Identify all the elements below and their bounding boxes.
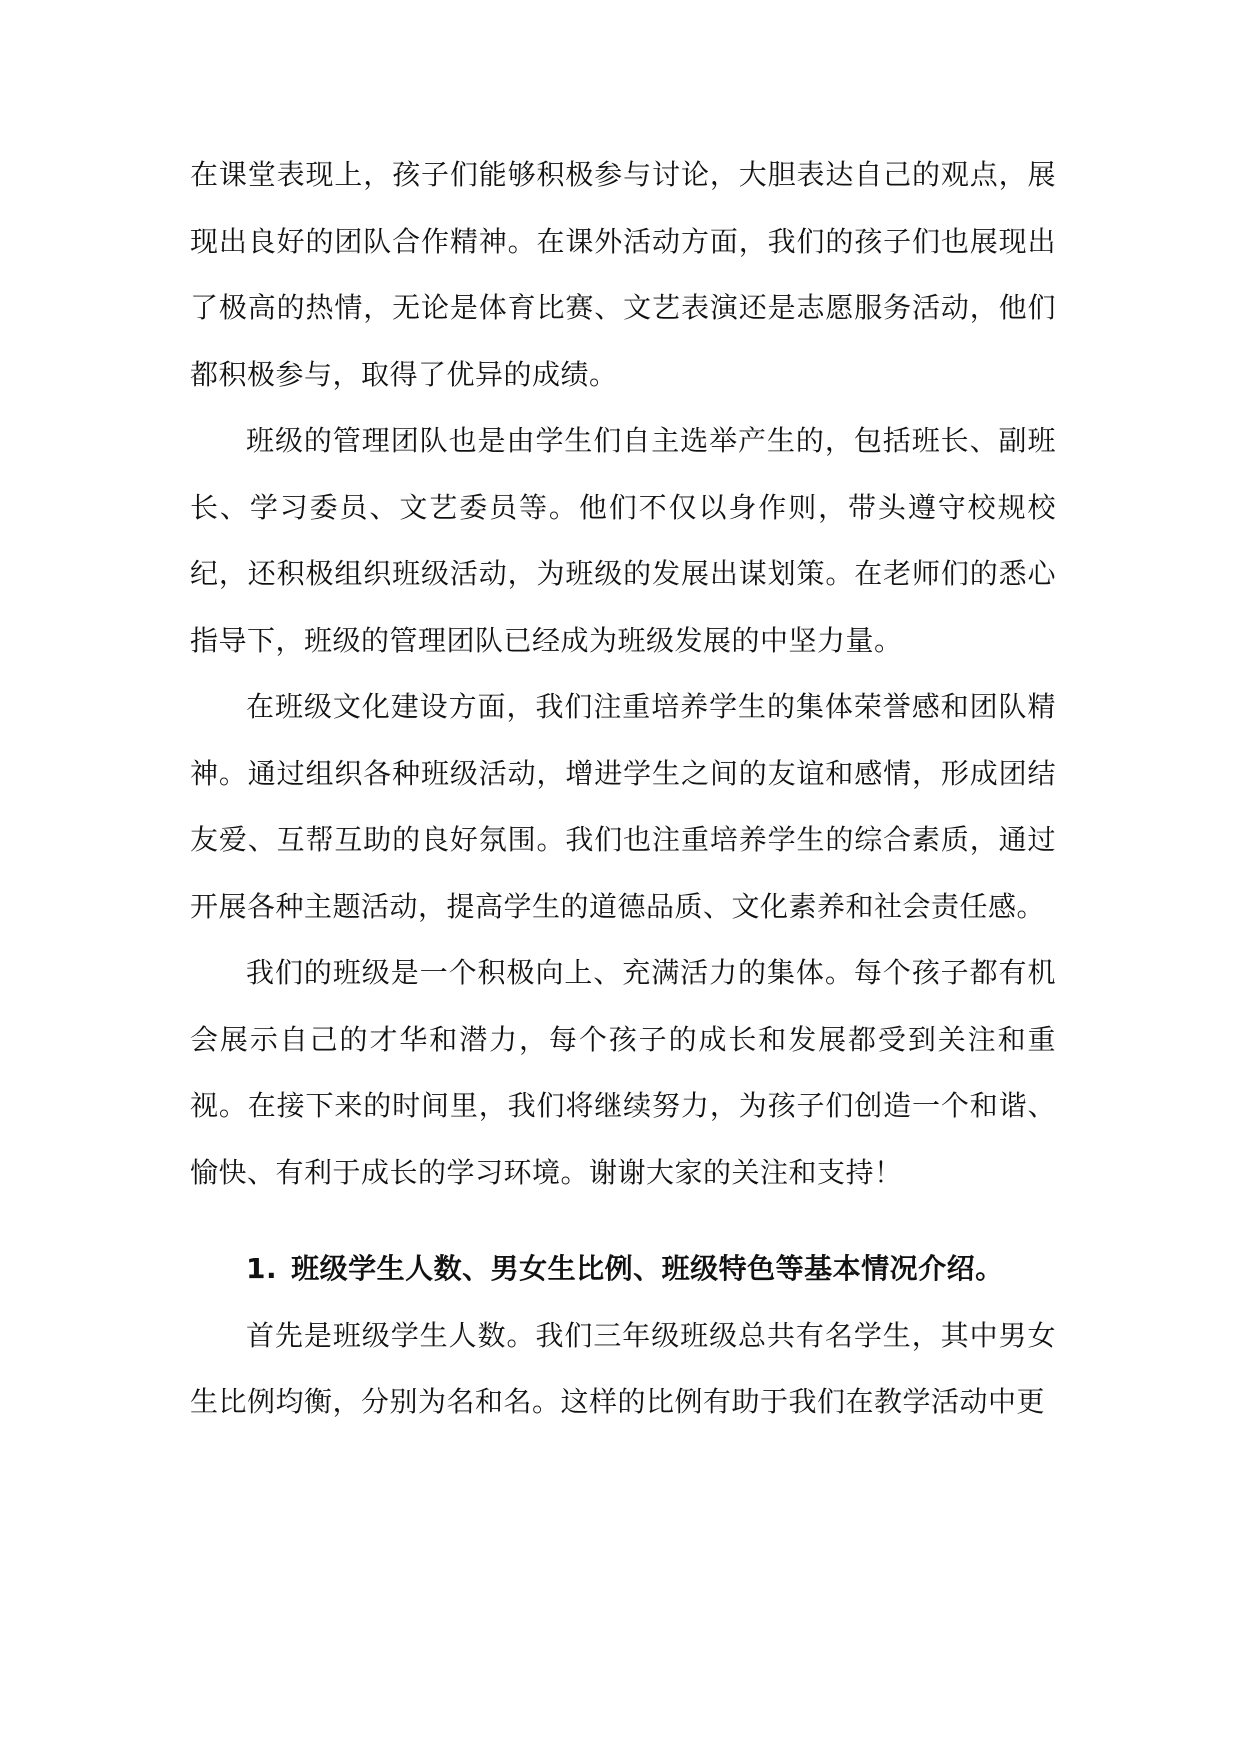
section-number: 1. xyxy=(246,1252,278,1285)
paragraph-closing: 我们的班级是一个积极向上、充满活力的集体。每个孩子都有机会展示自己的才华和潜力，每个孩子的成长和发展都受到关注和重视。在接下来的时间里，我们将继续努力，为孩子们创造一个和谐、愉快、有利于成长的学习环境。谢谢大家的关注和支持！ xyxy=(190,956,1056,1189)
paragraph-class-culture: 在班级文化建设方面，我们注重培养学生的集体荣誉感和团队精神。通过组织各种班级活动，增进学生之间的友谊和感情，形成团结友爱、互帮互助的良好氛围。我们也注重培养学生的综合素质，通过开展各种主题活动，提高学生的道德品质、文化素养和社会责任感。 xyxy=(190,690,1056,923)
document-body xyxy=(190,142,1056,1436)
paragraph-student-count: 首先是班级学生人数。我们三年级班级总共有名学生，其中男女生比例均衡，分别为名和名。这样的比例有助于我们在教学活动中更 xyxy=(190,1318,1056,1418)
paragraph-classroom-performance: 在课堂表现上，孩子们能够积极参与讨论，大胆表达自己的观点，展现出良好的团队合作精神。在课外活动方面，我们的孩子们也展现出了极高的热情，无论是体育比赛、文艺表演还是志愿服务活动，他们都积极参与，取得了优异的成绩。 xyxy=(190,158,1056,391)
section-title: 班级学生人数、男女生比例、班级特色等基本情况介绍。 xyxy=(291,1252,1004,1285)
section-heading xyxy=(190,1236,1056,1303)
paragraph-management-team: 班级的管理团队也是由学生们自主选举产生的，包括班长、副班长、学习委员、文艺委员等。他们不仅以身作则，带头遵守校规校纪，还积极组织班级活动，为班级的发展出谋划策。在老师们的悉心指导下，班级的管理团队已经成为班级发展的中坚力量。 xyxy=(190,424,1056,657)
